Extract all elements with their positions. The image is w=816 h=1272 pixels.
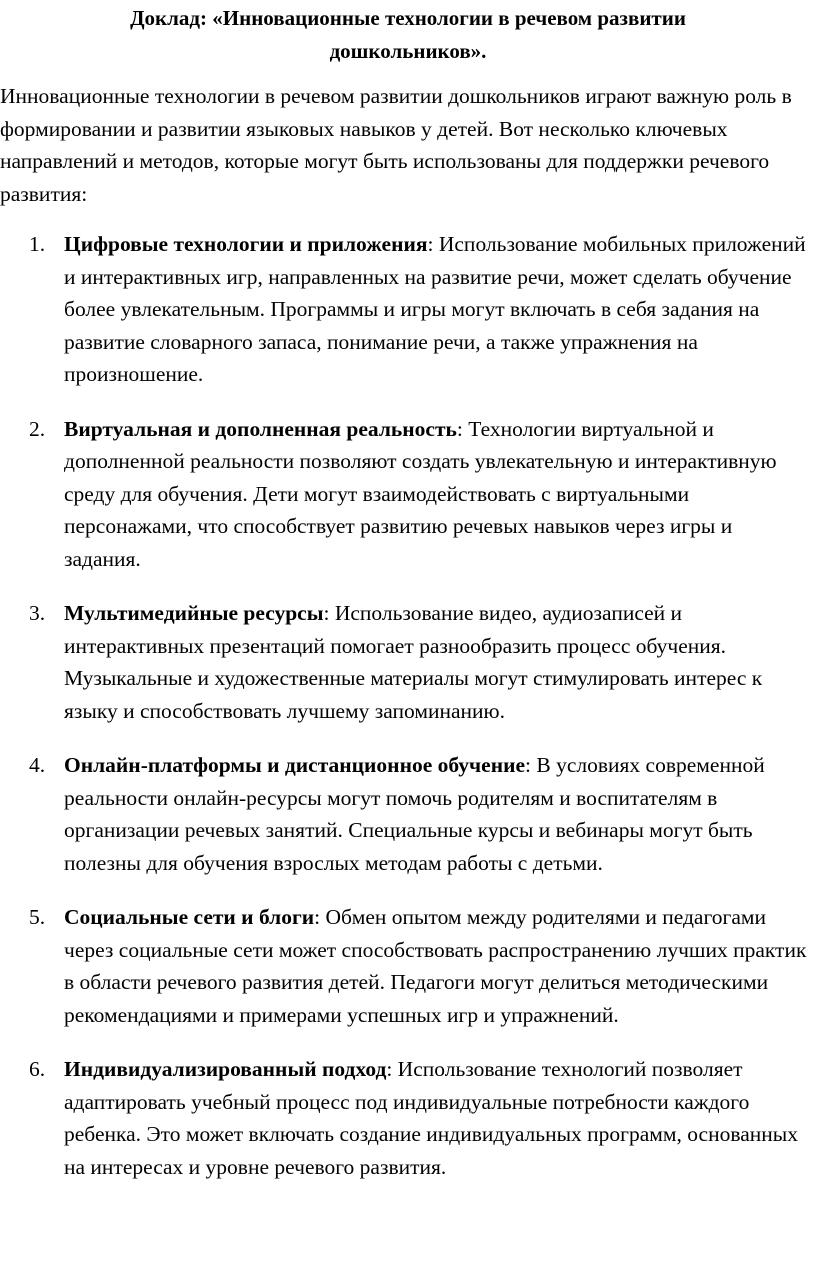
- list-item-term: Онлайн-платформы и дистанционное обучение: [64, 753, 526, 777]
- list-item-term: Мультимедийные ресурсы: [64, 601, 324, 625]
- list-item-term: Индивидуализированный подход: [64, 1057, 387, 1081]
- list-item: [0, 228, 816, 391]
- list-item-number: 4.: [29, 753, 46, 777]
- list-item-text: : Использование технологий позволяет адаптировать учебный процесс под индивидуальные потребности каждого ребенка. Это может включать создание индивидуальных программ, основанных на интересах и уровне речевого развития.: [64, 1057, 798, 1179]
- document-title-line-1: Доклад: «Инновационные технологии в речевом развитии: [130, 6, 686, 30]
- methods-list: [0, 228, 816, 1205]
- list-item: [0, 413, 816, 576]
- list-item-number: 1.: [29, 232, 46, 256]
- list-item-term: Социальные сети и блоги: [64, 905, 315, 929]
- list-item-text: : В условиях современной реальности онлайн-ресурсы могут помочь родителям и воспитателям в организации речевых занятий. Специальные курсы и вебинары могут быть полезны для обучения взрослых методам работы с детьми.: [64, 753, 765, 875]
- list-item-term: Цифровые технологии и приложения: [64, 232, 428, 256]
- document-title: [0, 2, 816, 68]
- list-item-number: 3.: [29, 601, 46, 625]
- list-item: [0, 597, 816, 727]
- list-item-text: : Использование мобильных приложений и интерактивных игр, направленных на развитие речи, может сделать обучение более увлекательным. Программы и игры могут включать в себя задания на развитие словарного запаса, понимание речи, а также упражнения на произношение.: [64, 232, 806, 386]
- list-item-text: : Технологии виртуальной и дополненной реальности позволяют создать увлекательную и интерактивную среду для обучения. Дети могут взаимодействовать с виртуальными персонажами, что способствует развитию речевых навыков через игры и задания.: [64, 416, 777, 571]
- list-item: [0, 749, 816, 879]
- list-item-text: : Использование видео, аудиозаписей и интерактивных презентаций помогает разнообразить процесс обучения. Музыкальные и художественные материалы могут стимулировать интерес к языку и способствовать лучшему запоминанию.: [64, 601, 763, 723]
- list-item: [0, 901, 816, 1031]
- list-item: [0, 1053, 816, 1183]
- list-item-number: 5.: [29, 905, 46, 929]
- list-item-number: 2.: [29, 416, 46, 441]
- list-item-text: : Обмен опытом между родителями и педагогами через социальные сети может способствовать распространению лучших практик в области речевого развития детей. Педагоги могут делиться методическими рекомендациями и примерами успешных игр и упражнений.: [64, 905, 807, 1027]
- list-item-number: 6.: [29, 1057, 46, 1081]
- intro-paragraph: Инновационные технологии в речевом развитии дошкольников играют важную роль в формировании и развитии языковых навыков у детей. Вот несколько ключевых направлений и методов, которые могут быть использованы для поддержки речевого развития:: [0, 84, 792, 206]
- list-item-term: Виртуальная и дополненная реальность: [64, 416, 457, 441]
- document-title-line-2: дошкольников».: [329, 39, 487, 63]
